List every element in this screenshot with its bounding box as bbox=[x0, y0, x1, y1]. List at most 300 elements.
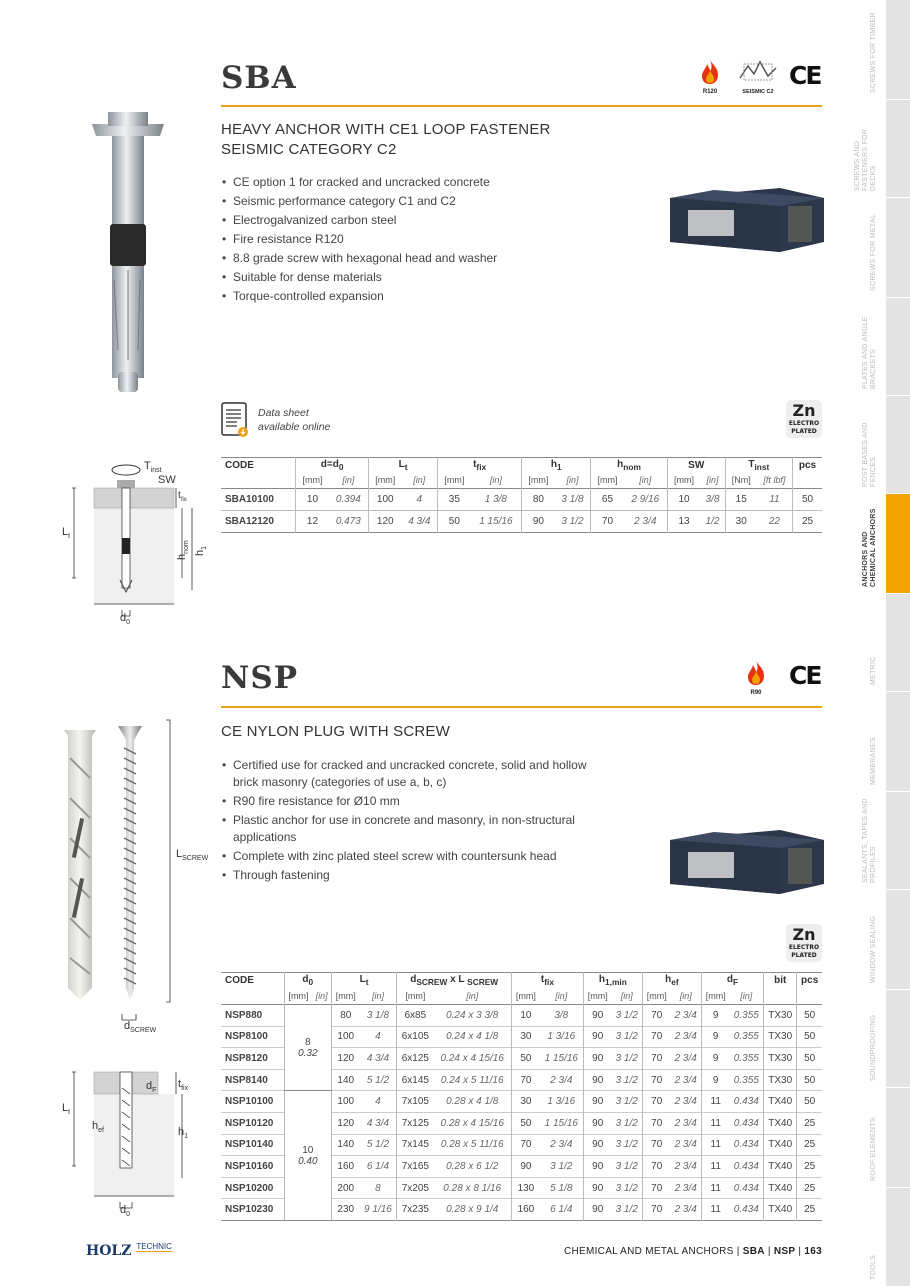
sidebar-item[interactable] bbox=[862, 890, 910, 990]
sidebar bbox=[854, 0, 910, 1287]
zn-line2: PLATED bbox=[791, 428, 817, 435]
sba-feature-list bbox=[221, 173, 497, 306]
product-code: NSP10160 bbox=[225, 1160, 274, 1172]
sidebar-item-label: ROOF ELEMENTS bbox=[870, 1117, 877, 1181]
table-cell: 140 bbox=[331, 1069, 359, 1091]
table-cell: 70 bbox=[642, 1005, 670, 1027]
d0-in: 0.40 bbox=[298, 1155, 318, 1167]
col-bit: bit bbox=[764, 973, 797, 989]
table-cell: 2 3/4 bbox=[674, 1052, 697, 1064]
col-h1: $h_1$ bbox=[522, 458, 591, 473]
lscrew-label: $L_{SCREW}$ bbox=[176, 848, 209, 863]
sidebar-item[interactable] bbox=[862, 0, 910, 100]
table-cell: 10 bbox=[667, 489, 700, 511]
table-cell: 0.434 bbox=[733, 1096, 759, 1108]
table-cell: 2 3/4 bbox=[674, 1031, 697, 1043]
table-cell: 160 bbox=[331, 1156, 359, 1178]
table-cell: 90 bbox=[512, 1156, 540, 1178]
col-h1min: $h_{1,min}$ bbox=[583, 973, 642, 989]
col-lt: $L_t$ bbox=[331, 973, 396, 989]
table-cell: 6 1/4 bbox=[550, 1204, 573, 1216]
sidebar-item[interactable] bbox=[862, 198, 910, 298]
table-cell: 1 3/16 bbox=[547, 1031, 576, 1043]
unit: [mm] bbox=[438, 473, 471, 489]
table-cell: 80 bbox=[331, 1005, 359, 1027]
footer-separator: | bbox=[736, 1246, 740, 1257]
product-code: NSP10100 bbox=[225, 1096, 274, 1108]
sba-anchor-image bbox=[88, 110, 168, 400]
sidebar-item-label: MEMBRANES bbox=[870, 737, 877, 785]
col-dscrew-lscrew: $d_{SCREW}$ x L $_{SCREW}$ bbox=[397, 973, 512, 989]
table-cell: 3 1/2 bbox=[615, 1117, 638, 1129]
product-code: NSP880 bbox=[225, 1009, 263, 1021]
sidebar-item-label: ANCHORS AND CHEMICAL ANCHORS bbox=[862, 508, 877, 587]
product-code: NSP8100 bbox=[225, 1031, 268, 1043]
tfix-label: $t_{fix}$ bbox=[178, 1078, 189, 1093]
table-cell: 7x205 bbox=[397, 1177, 434, 1199]
table-cell: 15 bbox=[725, 489, 757, 511]
product-code: NSP10230 bbox=[225, 1204, 274, 1216]
product-code: SBA10100 bbox=[225, 494, 274, 505]
table-cell: 2 3/4 bbox=[550, 1139, 573, 1151]
table-cell: 3/8 bbox=[554, 1009, 569, 1021]
table-cell: 2 9/16 bbox=[631, 494, 660, 505]
table-cell: 70 bbox=[642, 1069, 670, 1091]
table-cell: 11 bbox=[701, 1134, 729, 1156]
col-lt: $L_t$ bbox=[369, 458, 438, 473]
product-code: NSP8140 bbox=[225, 1074, 268, 1086]
list-item: • Torque-controlled expansion bbox=[221, 287, 497, 306]
document-icon[interactable] bbox=[221, 402, 249, 438]
table-cell: 4 bbox=[416, 494, 423, 505]
table-cell: 9 1/16 bbox=[364, 1204, 392, 1216]
table-cell: TX40 bbox=[764, 1156, 797, 1178]
sidebar-item-label: WINDOW SEALING bbox=[870, 915, 877, 983]
table-cell: 3 1/2 bbox=[615, 1096, 638, 1108]
list-item: • Plastic anchor for use in concrete and masonry, in non-structural applications bbox=[221, 812, 587, 846]
unit: [in] bbox=[342, 475, 355, 486]
table-cell: 1 3/16 bbox=[547, 1096, 576, 1108]
sidebar-item-label: SEALANTS, TAPES AND PROFILES bbox=[862, 798, 877, 883]
table-cell: 0.28 x 6 1/2 bbox=[446, 1160, 499, 1172]
nsp-feature-list bbox=[221, 757, 587, 884]
table-cell: 9 bbox=[701, 1048, 729, 1070]
table-cell: 11 bbox=[701, 1156, 729, 1178]
table-cell: 0.434 bbox=[733, 1139, 759, 1151]
table-cell: 0.355 bbox=[733, 1074, 759, 1086]
table-cell: 0.24 x 3 3/8 bbox=[446, 1009, 499, 1021]
table-cell: 65 bbox=[591, 489, 624, 511]
table-cell: 9 bbox=[701, 1026, 729, 1048]
table-cell: 7x105 bbox=[397, 1091, 434, 1113]
nsp-divider bbox=[221, 706, 822, 708]
seismic-label: SEISMIC C2 bbox=[742, 89, 774, 95]
table-cell: 80 bbox=[522, 489, 555, 511]
sidebar-item[interactable] bbox=[862, 298, 910, 396]
dscrew-label: $d_{SCREW}$ bbox=[124, 1020, 157, 1035]
sidebar-item[interactable] bbox=[854, 100, 910, 198]
unit: [mm] bbox=[583, 989, 611, 1005]
list-item: • Complete with zinc plated steel screw with countersunk head bbox=[221, 848, 587, 865]
table-cell: 90 bbox=[583, 1005, 611, 1027]
nsp-table-body bbox=[221, 1005, 822, 1221]
nsp-product-box-image bbox=[670, 822, 824, 894]
table-row bbox=[221, 1091, 822, 1113]
table-cell: 30 bbox=[512, 1026, 540, 1048]
col-sw: SW bbox=[667, 458, 725, 473]
table-cell: 0.434 bbox=[733, 1160, 759, 1172]
sba-installation-diagram bbox=[62, 460, 209, 630]
list-item: • CE option 1 for cracked and uncracked concrete bbox=[221, 173, 497, 192]
table-cell: 11 bbox=[769, 494, 780, 505]
list-item: • Seismic performance category C1 and C2 bbox=[221, 192, 497, 211]
table-cell: 6x125 bbox=[397, 1048, 434, 1070]
table-cell: TX30 bbox=[764, 1048, 797, 1070]
table-cell: 4 bbox=[375, 1096, 381, 1108]
table-cell: 140 bbox=[331, 1134, 359, 1156]
unit: [in] bbox=[413, 475, 426, 486]
lt-label: $L_t$ bbox=[62, 1102, 71, 1117]
hnom-label: $h_{nom}$ bbox=[176, 540, 191, 560]
col-tfix: $t_{fix}$ bbox=[438, 458, 522, 473]
sba-subtitle-line2: SEISMIC CATEGORY C2 bbox=[221, 141, 397, 158]
table-row bbox=[221, 489, 822, 511]
datasheet-line2: available online bbox=[258, 421, 331, 433]
zn-symbol: Zn bbox=[792, 925, 816, 944]
table-cell: 30 bbox=[512, 1091, 540, 1113]
sidebar-item-label: PLATES AND ANGLE BRACKETS bbox=[862, 316, 877, 389]
unit: [mm] bbox=[397, 989, 434, 1005]
col-d0: $d=d_0$ bbox=[296, 458, 369, 473]
table-cell: 12 bbox=[296, 511, 329, 533]
footer-product-nsp: NSP bbox=[773, 1246, 796, 1257]
zn-line1: ELECTRO bbox=[788, 944, 820, 951]
footer-separator: | bbox=[767, 1246, 771, 1257]
unit: [mm] bbox=[642, 989, 670, 1005]
table-cell: 5 1/2 bbox=[366, 1074, 390, 1086]
unit: [in] bbox=[620, 991, 633, 1002]
table-cell: 3 1/2 bbox=[561, 516, 584, 527]
holz-technic-logo: HOLZ $^{TECHNIC}$ bbox=[86, 1242, 172, 1259]
unit: [mm] bbox=[331, 989, 359, 1005]
table-cell: 120 bbox=[331, 1048, 359, 1070]
table-cell: 130 bbox=[512, 1177, 540, 1199]
hef-label: $h_{ef}$ bbox=[92, 1120, 104, 1135]
d0-mm: 10 bbox=[302, 1144, 314, 1156]
table-cell: 3 1/2 bbox=[615, 1182, 638, 1194]
footer-section: CHEMICAL AND METAL ANCHORS bbox=[563, 1246, 734, 1257]
table-cell: 70 bbox=[642, 1091, 670, 1113]
sidebar-item[interactable] bbox=[862, 1188, 910, 1287]
table-cell: 3/8 bbox=[705, 494, 720, 505]
sba-spec-table bbox=[221, 457, 822, 533]
sba-title: SBA bbox=[221, 60, 297, 96]
list-item: • Certified use for cracked and uncracked concrete, solid and hollow brick masonry (categories of use a, b, c) bbox=[221, 757, 587, 791]
table-row bbox=[221, 1005, 822, 1027]
table-cell: 0.394 bbox=[335, 494, 361, 505]
table-cell: 70 bbox=[642, 1199, 670, 1221]
unit: [mm] bbox=[369, 473, 402, 489]
table-cell: 3 1/2 bbox=[615, 1031, 638, 1043]
d0-in: 0.32 bbox=[298, 1047, 318, 1059]
table-cell: 0.355 bbox=[733, 1009, 759, 1021]
table-cell: TX40 bbox=[764, 1177, 797, 1199]
fire-label: R120 bbox=[702, 89, 718, 95]
table-cell: 230 bbox=[331, 1199, 359, 1221]
table-cell: 0.355 bbox=[733, 1031, 759, 1043]
col-pcs: pcs bbox=[793, 458, 822, 473]
unit: [Nm] bbox=[725, 473, 757, 489]
df-label: $d_F$ bbox=[146, 1080, 157, 1095]
table-cell: 9 bbox=[701, 1005, 729, 1027]
nsp-title: NSP bbox=[221, 660, 299, 696]
nsp-plug-screw-image bbox=[60, 718, 210, 1038]
ce-mark: CE bbox=[789, 661, 821, 690]
list-item: • R90 fire resistance for Ø10 mm bbox=[221, 793, 587, 810]
table-cell: 3 1/2 bbox=[615, 1052, 638, 1064]
sidebar-item[interactable] bbox=[862, 1088, 910, 1188]
unit: [in] bbox=[315, 991, 328, 1002]
sidebar-item[interactable] bbox=[862, 594, 910, 692]
zinc-plated-badge bbox=[786, 400, 822, 438]
footer-product-sba: SBA bbox=[742, 1246, 765, 1257]
col-d0: $d_0$ bbox=[284, 973, 331, 989]
ce-mark: CE bbox=[789, 61, 821, 90]
table-cell: 1 15/16 bbox=[544, 1052, 578, 1064]
sidebar-item-label: METRIC bbox=[870, 656, 877, 685]
table-cell: 25 bbox=[797, 1199, 822, 1221]
table-cell: 70 bbox=[642, 1026, 670, 1048]
table-cell: 7x235 bbox=[397, 1199, 434, 1221]
table-cell: 120 bbox=[331, 1112, 359, 1134]
table-cell: 25 bbox=[793, 511, 822, 533]
table-cell: 11 bbox=[701, 1091, 729, 1113]
table-cell: 1 15/16 bbox=[479, 516, 513, 527]
table-cell: 50 bbox=[797, 1069, 822, 1091]
table-cell: 3 1/8 bbox=[561, 494, 584, 505]
footer-separator: | bbox=[798, 1246, 802, 1257]
h1-label: $h_1$ bbox=[194, 545, 209, 556]
table-cell: 70 bbox=[512, 1069, 540, 1091]
unit: [ft lbf] bbox=[763, 475, 786, 486]
table-cell: 1 3/8 bbox=[484, 494, 507, 505]
table-cell: 10 bbox=[296, 489, 329, 511]
sidebar-item[interactable] bbox=[862, 792, 910, 890]
table-cell: 30 bbox=[725, 511, 757, 533]
nsp-installation-diagram bbox=[62, 1068, 202, 1220]
table-cell: 50 bbox=[797, 1005, 822, 1027]
unit: [mm] bbox=[296, 473, 329, 489]
table-cell: 0.24 x 4 1/8 bbox=[446, 1031, 499, 1043]
d0-label: $d_0$ bbox=[120, 612, 131, 627]
table-cell: 35 bbox=[438, 489, 471, 511]
table-cell: 0.28 x 4 15/16 bbox=[440, 1117, 504, 1129]
tfix-label: $t_{fix}$ bbox=[178, 490, 187, 503]
table-cell: 2 3/4 bbox=[674, 1204, 697, 1216]
table-cell: 7x125 bbox=[397, 1112, 434, 1134]
sidebar-item[interactable] bbox=[862, 494, 910, 594]
table-cell: 25 bbox=[797, 1177, 822, 1199]
table-cell: 3 1/2 bbox=[615, 1204, 638, 1216]
unit: [in] bbox=[466, 991, 479, 1002]
table-cell: 90 bbox=[522, 511, 555, 533]
table-cell: 90 bbox=[583, 1156, 611, 1178]
zn-symbol: Zn bbox=[792, 401, 816, 420]
table-cell: 70 bbox=[642, 1134, 670, 1156]
sidebar-item-label: SCREWS FOR METAL bbox=[870, 213, 877, 291]
table-cell: 8 bbox=[375, 1182, 381, 1194]
unit: [mm] bbox=[701, 989, 729, 1005]
table-cell: 25 bbox=[797, 1156, 822, 1178]
table-cell: 90 bbox=[583, 1026, 611, 1048]
sidebar-item-label: POST BASES AND FENCES bbox=[862, 422, 877, 487]
table-cell: 2 3/4 bbox=[674, 1182, 697, 1194]
table-cell: 2 3/4 bbox=[674, 1096, 697, 1108]
table-cell: 90 bbox=[583, 1134, 611, 1156]
table-cell: 6 1/4 bbox=[366, 1160, 390, 1172]
sidebar-item-label: TOOLS bbox=[870, 1254, 877, 1280]
table-cell: 22 bbox=[768, 516, 780, 527]
sba-product-box-image bbox=[670, 180, 824, 252]
table-cell: 50 bbox=[512, 1112, 540, 1134]
sidebar-item[interactable] bbox=[862, 990, 910, 1088]
table-cell: 90 bbox=[583, 1048, 611, 1070]
table-cell: TX40 bbox=[764, 1199, 797, 1221]
product-code: NSP8120 bbox=[225, 1052, 268, 1064]
h1-label: $h_1$ bbox=[178, 1126, 189, 1141]
fire-label: R90 bbox=[750, 690, 762, 696]
table-cell: 6x105 bbox=[397, 1026, 434, 1048]
table-cell: 70 bbox=[642, 1048, 670, 1070]
sidebar-item-label: SCREWS AND FASTENERS FOR DECKS bbox=[854, 128, 877, 191]
table-cell: 200 bbox=[331, 1177, 359, 1199]
table-cell: 1 15/16 bbox=[544, 1117, 578, 1129]
table-cell: TX40 bbox=[764, 1134, 797, 1156]
sidebar-item-label: SOUNDPROOFING bbox=[870, 1014, 877, 1081]
table-cell: 3 1/2 bbox=[615, 1074, 638, 1086]
unit: [mm] bbox=[591, 473, 624, 489]
table-cell: 50 bbox=[797, 1026, 822, 1048]
table-cell: 70 bbox=[512, 1134, 540, 1156]
col-df: $d_F$ bbox=[701, 973, 763, 989]
table-cell: 50 bbox=[438, 511, 471, 533]
table-cell: TX30 bbox=[764, 1005, 797, 1027]
table-cell: 3 1/8 bbox=[366, 1009, 390, 1021]
product-code: NSP10140 bbox=[225, 1139, 274, 1151]
table-cell: 0.28 x 9 1/4 bbox=[446, 1204, 499, 1216]
col-code: CODE bbox=[225, 459, 254, 471]
table-cell: 2 3/4 bbox=[674, 1160, 697, 1172]
table-cell: 90 bbox=[583, 1112, 611, 1134]
tinst-label: $T_{inst}$ bbox=[144, 460, 162, 475]
table-cell: 5 1/8 bbox=[550, 1182, 573, 1194]
col-tfix: $t_{fix}$ bbox=[512, 973, 584, 989]
table-cell: 0.28 x 5 11/16 bbox=[440, 1139, 504, 1151]
col-code: CODE bbox=[225, 975, 254, 987]
col-hnom: $h_{nom}$ bbox=[591, 458, 668, 473]
table-cell: 0.434 bbox=[733, 1204, 759, 1216]
table-cell: 70 bbox=[642, 1112, 670, 1134]
table-cell: 2 3/4 bbox=[634, 516, 657, 527]
table-cell: TX30 bbox=[764, 1069, 797, 1091]
list-item: • Suitable for dense materials bbox=[221, 268, 497, 287]
table-cell: 70 bbox=[642, 1177, 670, 1199]
table-cell: 3 1/2 bbox=[615, 1160, 638, 1172]
unit: [in] bbox=[566, 475, 579, 486]
lt-label: $L_t$ bbox=[62, 526, 71, 541]
table-cell: 70 bbox=[591, 511, 624, 533]
col-pcs: pcs bbox=[797, 973, 822, 989]
unit: [in] bbox=[639, 475, 652, 486]
table-cell: 2 3/4 bbox=[674, 1009, 697, 1021]
table-cell: 90 bbox=[583, 1177, 611, 1199]
sw-label: SW bbox=[158, 474, 176, 486]
sba-divider bbox=[221, 105, 822, 107]
datasheet-line1: Data sheet bbox=[258, 407, 309, 419]
table-cell: 13 bbox=[667, 511, 700, 533]
table-cell: TX30 bbox=[764, 1026, 797, 1048]
nsp-subtitle: CE NYLON PLUG WITH SCREW bbox=[221, 723, 450, 740]
table-cell: 160 bbox=[512, 1199, 540, 1221]
table-cell: 9 bbox=[701, 1069, 729, 1091]
table-cell: 11 bbox=[701, 1177, 729, 1199]
sidebar-item-label: SCREWS FOR TIMBER bbox=[870, 12, 877, 93]
list-item: • Fire resistance R120 bbox=[221, 230, 497, 249]
unit: [mm] bbox=[284, 989, 312, 1005]
table-cell: 0.28 x 8 1/16 bbox=[443, 1182, 502, 1194]
table-cell: 6x145 bbox=[397, 1069, 434, 1091]
datasheet-link[interactable] bbox=[258, 406, 330, 434]
table-cell: 50 bbox=[793, 489, 822, 511]
table-cell: 4 3/4 bbox=[366, 1117, 390, 1129]
table-cell: 1/2 bbox=[705, 516, 720, 527]
product-code: NSP10200 bbox=[225, 1182, 274, 1194]
col-tinst: $T_{inst}$ bbox=[725, 458, 792, 473]
table-cell: 100 bbox=[331, 1091, 359, 1113]
table-cell: 4 bbox=[375, 1031, 381, 1043]
page-number: 163 bbox=[804, 1246, 822, 1257]
zn-line2: PLATED bbox=[791, 952, 817, 959]
table-cell: 0.24 x 4 15/16 bbox=[440, 1052, 504, 1064]
zinc-plated-badge bbox=[786, 924, 822, 962]
unit: [in] bbox=[371, 991, 384, 1002]
table-cell: TX40 bbox=[764, 1112, 797, 1134]
table-cell: 2 3/4 bbox=[550, 1074, 573, 1086]
page-footer bbox=[564, 1246, 822, 1257]
table-cell: 0.434 bbox=[733, 1117, 759, 1129]
zn-line1: ELECTRO bbox=[788, 420, 820, 427]
table-cell: 3 1/2 bbox=[615, 1139, 638, 1151]
unit: [in] bbox=[679, 991, 692, 1002]
table-cell: 2 3/4 bbox=[674, 1139, 697, 1151]
table-cell: 2 3/4 bbox=[674, 1074, 697, 1086]
sba-subtitle bbox=[221, 120, 551, 160]
table-cell: 0.434 bbox=[733, 1182, 759, 1194]
d0-group-cell bbox=[284, 1005, 331, 1091]
table-cell: 100 bbox=[331, 1026, 359, 1048]
sidebar-item[interactable] bbox=[862, 692, 910, 792]
sidebar-item[interactable] bbox=[862, 396, 910, 494]
table-cell: 2 3/4 bbox=[674, 1117, 697, 1129]
table-cell: 3 1/2 bbox=[615, 1009, 638, 1021]
table-cell: 25 bbox=[797, 1112, 822, 1134]
table-cell: 7x145 bbox=[397, 1134, 434, 1156]
table-cell: 10 bbox=[512, 1005, 540, 1027]
seismic-icon bbox=[738, 58, 778, 94]
table-cell: 4 3/4 bbox=[366, 1052, 390, 1064]
col-hef: $h_{ef}$ bbox=[642, 973, 701, 989]
table-cell: TX40 bbox=[764, 1091, 797, 1113]
